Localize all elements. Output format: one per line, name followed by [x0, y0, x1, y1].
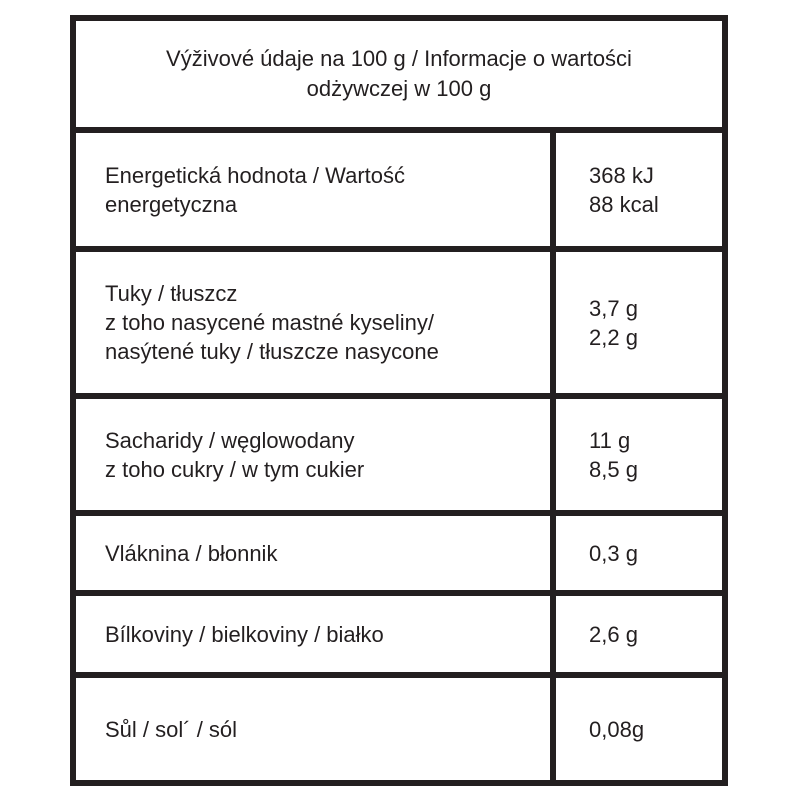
- value-line: 88 kcal: [589, 191, 659, 217]
- value-line: 2,2 g: [589, 324, 638, 350]
- label-line: energetyczna: [105, 191, 238, 217]
- row-value-fat: [556, 252, 722, 393]
- row-value-salt: [556, 678, 722, 780]
- label-line: Tuky / tłuszcz: [105, 281, 238, 306]
- row-label-protein: [76, 596, 556, 672]
- nutrition-table: [70, 15, 728, 786]
- value-line: 8,5 g: [589, 456, 638, 482]
- row-label-fat: [76, 252, 556, 393]
- row-label-carbohydrates: [76, 399, 556, 510]
- row-value-carbohydrates: [556, 399, 722, 510]
- table-row-energy: [76, 133, 722, 252]
- label-line: Vláknina / błonnik: [105, 540, 278, 566]
- table-row-salt: [76, 678, 722, 780]
- header-line-1: Výživové údaje na 100 g / Informacje o wartości: [166, 46, 632, 71]
- label-line: Energetická hodnota / Wartość: [105, 162, 406, 188]
- row-value-protein: [556, 596, 722, 672]
- value-line: 11 g: [589, 427, 631, 453]
- table-header: [76, 21, 722, 133]
- header-line-2: odżywczej w 100 g: [306, 76, 492, 101]
- label-line: Bílkoviny / bielkoviny / białko: [105, 621, 384, 647]
- table-row-protein: [76, 596, 722, 678]
- value-line: 0,3 g: [589, 540, 638, 566]
- label-line: Sůl / sol´ / sól: [105, 716, 238, 742]
- label-line: z toho nasycené mastné kyseliny/: [105, 310, 434, 335]
- value-line: 3,7 g: [589, 295, 638, 321]
- row-value-fibre: [556, 516, 722, 590]
- row-value-energy: [556, 133, 722, 246]
- table-row-fat: [76, 252, 722, 399]
- table-row-carbohydrates: [76, 399, 722, 516]
- label-line: nasýtené tuky / tłuszcze nasycone: [105, 339, 439, 364]
- value-line: 0,08g: [589, 716, 645, 742]
- value-line: 2,6 g: [589, 621, 638, 647]
- label-line: z toho cukry / w tym cukier: [105, 456, 365, 482]
- value-line: 368 kJ: [589, 162, 654, 188]
- row-label-salt: [76, 678, 556, 780]
- table-row-fibre: [76, 516, 722, 596]
- row-label-energy: [76, 133, 556, 246]
- label-line: Sacharidy / węglowodany: [105, 427, 355, 453]
- row-label-fibre: [76, 516, 556, 590]
